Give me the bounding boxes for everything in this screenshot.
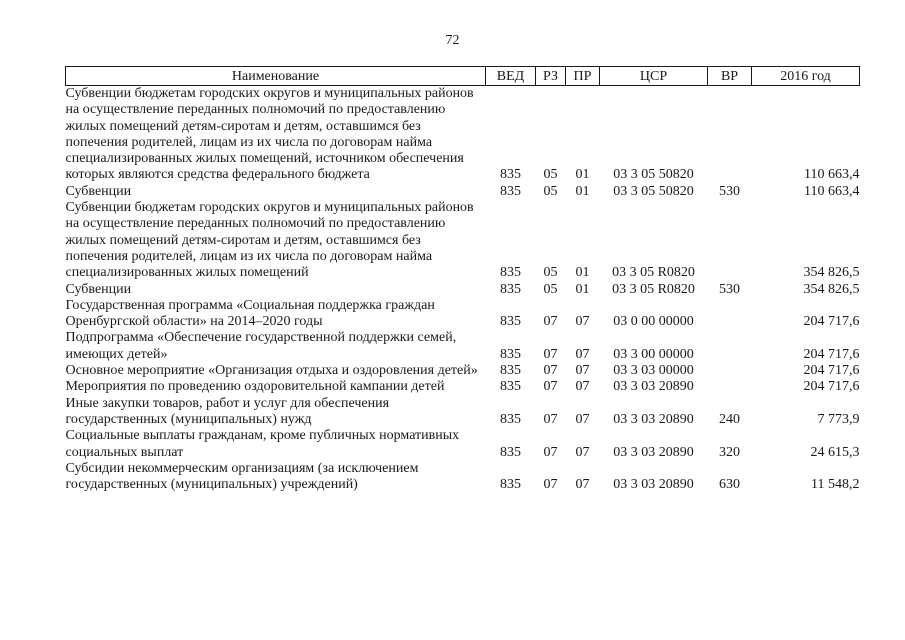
- row-ved: 835: [500, 346, 521, 362]
- header-csr: ЦСР: [600, 67, 708, 86]
- row-rz: 07: [543, 346, 558, 362]
- row-csr: 03 3 05 R0820: [612, 265, 695, 281]
- row-ved: 835: [500, 314, 521, 330]
- row-vr: 530: [719, 183, 740, 199]
- row-amount: 204 717,6: [803, 379, 860, 395]
- row-vr: [708, 379, 752, 395]
- row-ved: 835: [500, 411, 521, 427]
- row-vr: [708, 200, 752, 281]
- row-ved: 835: [500, 363, 521, 379]
- table-row: [66, 461, 860, 494]
- table-body: [66, 86, 860, 494]
- row-csr: 03 3 03 20890: [613, 379, 694, 395]
- table-row: [66, 330, 860, 363]
- row-csr: 03 3 03 00000: [613, 363, 694, 379]
- table-row: [66, 200, 860, 281]
- row-csr: 03 3 05 R0820: [612, 281, 695, 297]
- row-pr: 07: [575, 314, 590, 330]
- row-name: Иные закупки товаров, работ и услуг для обеспечения государственных (муниципальных) нужд: [65, 395, 390, 427]
- row-name: Субвенции бюджетам городских округов и муниципальных районов на осуществление переданных полномочий по предоставлению жилых помещений детям-сиротам и детям, оставшимся без попечения родителей, лицам из их числа по договорам найма специализированных жилых помещений: [65, 200, 474, 281]
- row-amount: 204 717,6: [803, 314, 860, 330]
- page-number: 72: [445, 33, 460, 48]
- row-ved: 835: [500, 477, 521, 493]
- row-ved: 835: [500, 167, 521, 183]
- header-pr: ПР: [566, 67, 600, 86]
- row-pr: 01: [575, 167, 590, 183]
- row-vr: 530: [719, 281, 740, 297]
- row-amount: 7 773,9: [817, 411, 860, 427]
- row-rz: 07: [543, 314, 558, 330]
- table-row: [66, 184, 860, 200]
- row-vr: [708, 86, 752, 184]
- row-amount: 354 826,5: [803, 281, 860, 297]
- table-row: [66, 282, 860, 298]
- row-vr: [708, 363, 752, 379]
- table-row: [66, 396, 860, 429]
- table-row: [66, 363, 860, 379]
- row-ved: 835: [500, 281, 521, 297]
- header-amount: 2016 год: [752, 67, 860, 86]
- row-amount: 11 548,2: [811, 477, 860, 493]
- row-name: Субвенции бюджетам городских округов и муниципальных районов на осуществление переданных полномочий по предоставлению жилых помещений детям-сиротам и детям, оставшимся без попечения родителей, лицам из их числа по договорам найма специализированных жилых помещений, источником обеспечения которых являются средства федерального бюджета: [65, 86, 474, 183]
- row-vr: [708, 330, 752, 363]
- row-pr: 01: [575, 281, 590, 297]
- row-pr: 07: [575, 346, 590, 362]
- header-rz: РЗ: [536, 67, 566, 86]
- row-ved: 835: [500, 444, 521, 460]
- row-ved: 835: [500, 183, 521, 199]
- row-amount: 110 663,4: [804, 183, 860, 199]
- row-pr: 07: [575, 444, 590, 460]
- row-rz: 05: [543, 183, 558, 199]
- table-row: [66, 86, 860, 184]
- row-rz: 05: [543, 265, 558, 281]
- row-vr: [708, 298, 752, 331]
- row-ved: 835: [500, 265, 521, 281]
- row-vr: 240: [719, 411, 740, 427]
- row-name: Субсидии некоммерческим организациям (за исключением государственных (муниципальных) учреждений): [65, 460, 419, 493]
- row-pr: 01: [575, 183, 590, 199]
- budget-table: [65, 66, 860, 493]
- row-pr: 07: [575, 379, 590, 395]
- row-name: Социальные выплаты гражданам, кроме публичных нормативных социальных выплат: [65, 428, 460, 460]
- row-amount: 204 717,6: [803, 363, 860, 379]
- row-name: Мероприятия по проведению оздоровительной кампании детей: [65, 379, 445, 395]
- row-amount: 354 826,5: [803, 265, 860, 281]
- row-rz: 07: [543, 477, 558, 493]
- row-name: Субвенции: [65, 183, 132, 199]
- row-rz: 07: [543, 379, 558, 395]
- row-amount: 110 663,4: [804, 167, 860, 183]
- row-amount: 204 717,6: [803, 346, 860, 362]
- row-vr: 630: [719, 477, 740, 493]
- table-row: [66, 298, 860, 331]
- row-rz: 07: [543, 411, 558, 427]
- row-rz: 07: [543, 444, 558, 460]
- row-name: Подпрограмма «Обеспечение государственной поддержки семей, имеющих детей»: [65, 330, 457, 362]
- row-rz: 05: [543, 281, 558, 297]
- row-rz: 05: [543, 167, 558, 183]
- row-csr: 03 3 00 00000: [613, 346, 694, 362]
- row-amount: 24 615,3: [810, 444, 860, 460]
- row-pr: 07: [575, 477, 590, 493]
- header-ved: ВЕД: [486, 67, 536, 86]
- row-rz: 07: [543, 363, 558, 379]
- row-csr: 03 3 03 20890: [613, 477, 694, 493]
- row-csr: 03 3 03 20890: [613, 444, 694, 460]
- row-pr: 07: [575, 363, 590, 379]
- row-csr: 03 3 05 50820: [613, 167, 694, 183]
- row-vr: 320: [719, 444, 740, 460]
- row-name: Государственная программа «Социальная поддержка граждан Оренбургской области» на 2014–2020 годы: [65, 297, 435, 330]
- table-row: [66, 428, 860, 461]
- row-name: Субвенции: [65, 281, 132, 297]
- table-row: [66, 379, 860, 395]
- row-csr: 03 3 03 20890: [613, 411, 694, 427]
- header-vr: ВР: [708, 67, 752, 86]
- table-header: [66, 67, 860, 86]
- row-pr: 07: [575, 411, 590, 427]
- row-csr: 03 3 05 50820: [613, 183, 694, 199]
- row-ved: 835: [500, 379, 521, 395]
- row-csr: 03 0 00 00000: [613, 314, 694, 330]
- row-name: Основное мероприятие «Организация отдыха и оздоровления детей»: [65, 363, 478, 379]
- row-pr: 01: [575, 265, 590, 281]
- header-name: Наименование: [66, 67, 486, 86]
